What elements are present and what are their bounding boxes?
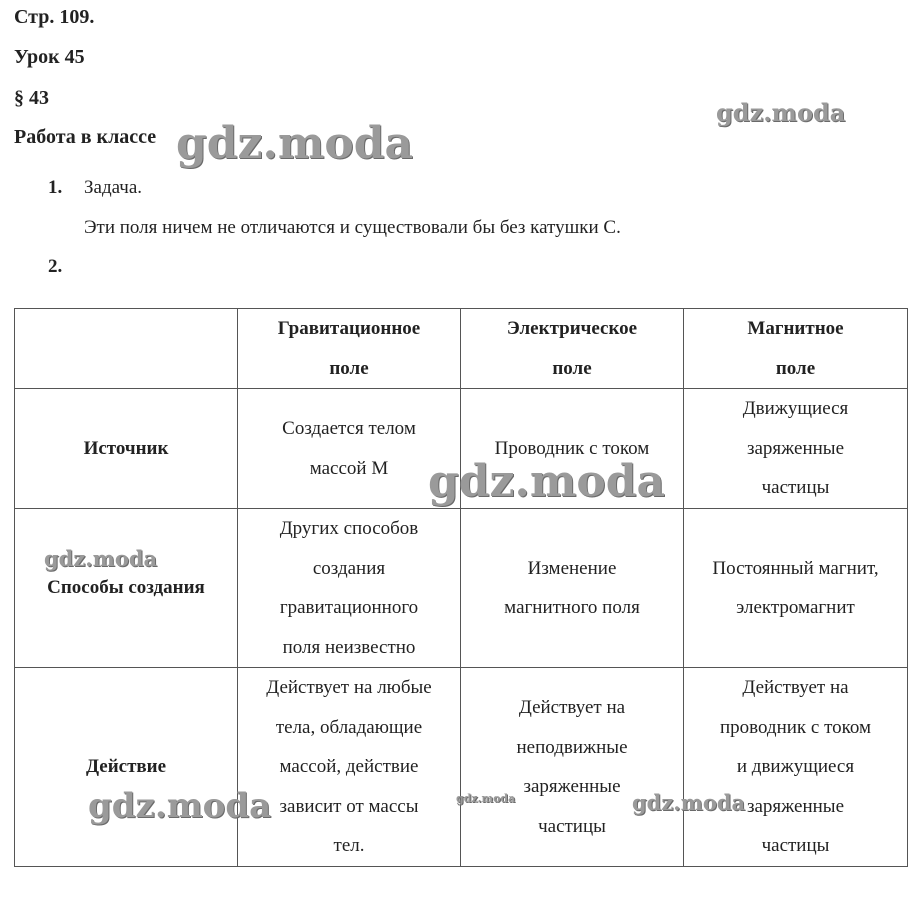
header-electric: Электрическое поле — [461, 309, 684, 389]
section-title: Работа в классе — [14, 126, 157, 148]
header-gravitational: Гравитационное поле — [238, 309, 461, 389]
table-cell: Изменение магнитного поля — [461, 509, 684, 668]
table-cell: Постоянный магнит, электромагнит — [684, 509, 908, 668]
watermark: gdz.moda — [456, 792, 516, 805]
table-cell: Других способов создания гравитационного поля неизвестно — [238, 509, 461, 668]
header-magnetic: Магнитное поле — [684, 309, 908, 389]
watermark: gdz.moda — [44, 546, 158, 571]
lesson-title: Урок 45 — [14, 46, 85, 68]
watermark: gdz.moda — [428, 456, 666, 507]
table-row — [15, 389, 908, 509]
header-empty-cell — [15, 309, 238, 389]
table-cell: Движущиеся заряженные частицы — [684, 389, 908, 509]
watermark: gdz.moda — [176, 118, 414, 169]
row-label-action: Действие — [15, 668, 238, 867]
table-cell: Действует на любые тела, обладающие массой, действие зависит от массы тел. — [238, 668, 461, 867]
table-cell: Проводник с током — [461, 389, 684, 509]
table-row — [15, 509, 908, 668]
table-cell: Действует на неподвижные заряженные частицы — [461, 668, 684, 867]
paragraph-number: § 43 — [14, 87, 49, 109]
watermark: gdz.moda — [716, 98, 846, 127]
fields-comparison-table — [14, 308, 908, 867]
page-number: Стр. 109. — [14, 6, 95, 28]
watermark: gdz.moda — [88, 786, 272, 826]
table-cell: Создается телом массой М — [238, 389, 461, 509]
table-cell: Действует на проводник с током и движущиеся заряженные частицы — [684, 668, 908, 867]
row-label-source: Источник — [15, 389, 238, 509]
row-label-creation: Способы создания — [15, 509, 238, 668]
item-1-answer: Эти поля ничем не отличаются и существовали бы без катушки С. — [84, 217, 621, 238]
watermark: gdz.moda — [632, 790, 746, 815]
item-1-number: 1. — [48, 177, 63, 198]
item-2-number: 2. — [48, 256, 63, 277]
item-1-label: Задача. — [84, 177, 143, 198]
table-header-row — [15, 309, 908, 389]
table-row — [15, 668, 908, 867]
